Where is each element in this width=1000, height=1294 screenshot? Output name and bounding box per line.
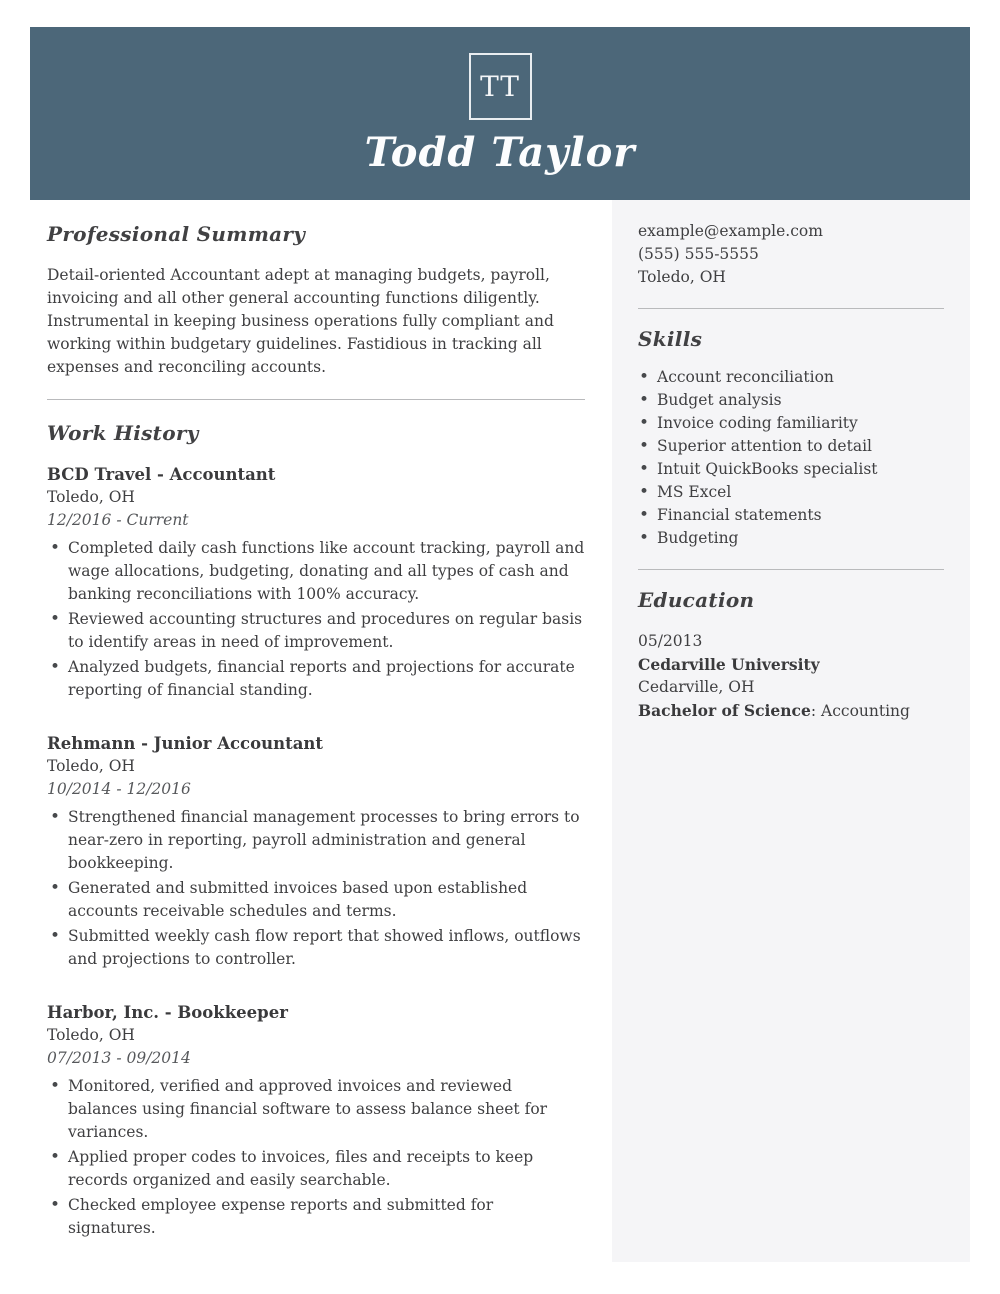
summary-text: Detail-oriented Accountant adept at managing budgets, payroll, invoicing and all other general accounting functions diligently. Instrumental in keeping business operations fully compliant and working within budgetary guidelines. Fastidious in tracking all expenses and reconciling accounts. xyxy=(47,266,554,376)
job-location: Toledo, OH xyxy=(47,488,135,506)
content-columns xyxy=(30,200,970,1262)
job-entry xyxy=(47,732,585,971)
job-bullet: • Submitted weekly cash flow report that showed inflows, outflows and projections to controller. xyxy=(47,925,585,971)
section-divider xyxy=(638,308,944,309)
monogram-box xyxy=(469,53,532,120)
skills-section-title: Skills xyxy=(638,327,703,351)
main-column xyxy=(30,200,612,1262)
skill-item: • MS Excel xyxy=(638,481,944,504)
job-bullet: • Applied proper codes to invoices, files and receipts to keep records organized and easily searchable. xyxy=(47,1146,585,1192)
contact-email: example@example.com xyxy=(638,222,823,240)
skill-item: • Intuit QuickBooks specialist xyxy=(638,458,944,481)
section-divider xyxy=(638,569,944,570)
education-section-title: Education xyxy=(638,588,755,612)
skill-item: • Superior attention to detail xyxy=(638,435,944,458)
job-location: Toledo, OH xyxy=(47,1026,135,1044)
job-title: BCD Travel - Accountant xyxy=(47,465,276,484)
sidebar-column xyxy=(612,200,970,1262)
skill-item: • Budget analysis xyxy=(638,389,944,412)
skill-item: • Financial statements xyxy=(638,504,944,527)
contact-location: Toledo, OH xyxy=(638,268,726,286)
job-bullet: • Reviewed accounting structures and procedures on regular basis to identify areas in need of improvement. xyxy=(47,608,585,654)
job-bullets xyxy=(47,806,585,971)
job-bullet: • Monitored, verified and approved invoices and reviewed balances using financial software to assess balance sheet for variances. xyxy=(47,1075,585,1144)
job-bullet: • Checked employee expense reports and submitted for signatures. xyxy=(47,1194,585,1240)
job-entry xyxy=(47,463,585,702)
job-dates: 07/2013 - 09/2014 xyxy=(47,1049,191,1067)
job-bullet: • Generated and submitted invoices based upon established accounts receivable schedules and terms. xyxy=(47,877,585,923)
job-location: Toledo, OH xyxy=(47,757,135,775)
education-location: Cedarville, OH xyxy=(638,678,755,696)
job-bullets xyxy=(47,537,585,702)
contact-phone: (555) 555-5555 xyxy=(638,245,759,263)
education-date: 05/2013 xyxy=(638,632,703,650)
job-bullets xyxy=(47,1075,585,1240)
education-field: Accounting xyxy=(821,702,910,720)
education-block xyxy=(638,630,944,723)
jobs-list xyxy=(47,463,585,1240)
contact-block xyxy=(638,220,944,289)
monogram-initials: TT xyxy=(480,69,520,103)
section-divider xyxy=(47,399,585,400)
job-bullet: • Strengthened financial management processes to bring errors to near-zero in reporting, payroll administration and general bookkeeping. xyxy=(47,806,585,875)
job-title: Rehmann - Junior Accountant xyxy=(47,734,324,753)
skill-item: • Account reconciliation xyxy=(638,366,944,389)
work-history-section-title: Work History xyxy=(47,421,199,445)
candidate-name: Todd Taylor xyxy=(364,128,636,176)
job-title: Harbor, Inc. - Bookkeeper xyxy=(47,1003,288,1022)
job-dates: 10/2014 - 12/2016 xyxy=(47,780,191,798)
education-school: Cedarville University xyxy=(638,655,820,674)
skill-item: • Budgeting xyxy=(638,527,944,550)
skills-list xyxy=(638,366,944,550)
job-dates: 12/2016 - Current xyxy=(47,511,189,529)
education-degree-line xyxy=(638,699,944,723)
job-entry xyxy=(47,1001,585,1240)
job-bullet: • Completed daily cash functions like account tracking, payroll and wage allocations, budgeting, donating and all types of cash and banking reconciliations with 100% accuracy. xyxy=(47,537,585,606)
education-degree: Bachelor of Science xyxy=(638,701,811,720)
job-bullet: • Analyzed budgets, financial reports and projections for accurate reporting of financial standing. xyxy=(47,656,585,702)
header-banner xyxy=(30,27,970,200)
summary-section-title: Professional Summary xyxy=(47,222,306,246)
education-degree-separator: : xyxy=(810,702,822,720)
skill-item: • Invoice coding familiarity xyxy=(638,412,944,435)
